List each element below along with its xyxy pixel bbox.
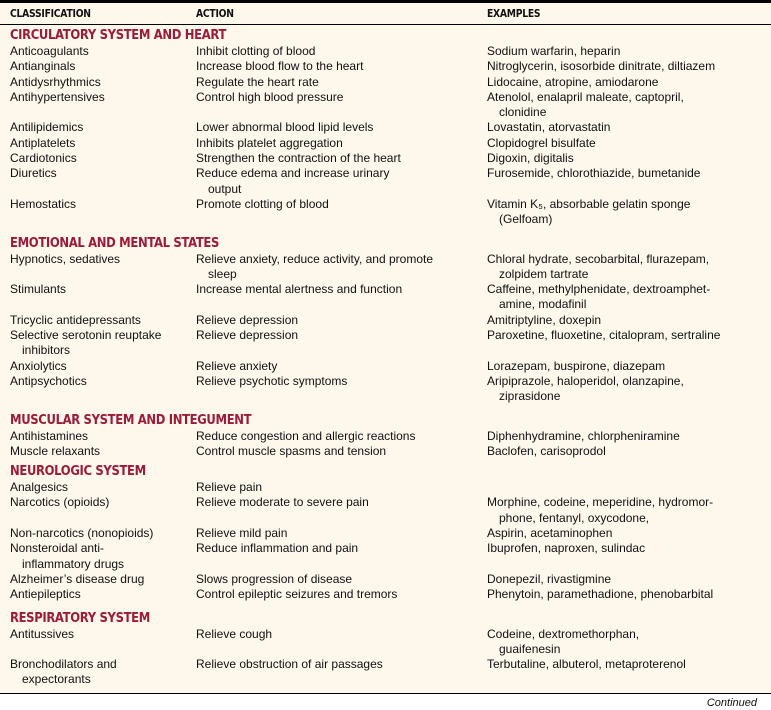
classification-cell-line: Hemostatics: [10, 196, 77, 211]
header-examples: EXAMPLES: [487, 7, 541, 20]
action-cell: [196, 359, 476, 374]
action-cell-line: Relieve anxiety, reduce activity, and promote: [196, 251, 434, 266]
action-cell-line: Promote clotting of blood: [196, 196, 329, 211]
action-cell-line: Strengthen the contraction of the heart: [196, 151, 401, 166]
action-cell-line: Relieve obstruction of air passages: [196, 657, 383, 672]
action-cell-line: Relieve moderate to severe pain: [196, 495, 369, 510]
examples-cell: [487, 444, 771, 459]
classification-cell-line: Antihypertensives: [10, 89, 105, 104]
examples-cell-line: Furosemide, chlorothiazide, bumetanide: [487, 166, 701, 181]
examples-cell: [487, 75, 771, 90]
examples-cell-line: Diphenhydramine, chlorpheniramine: [487, 428, 680, 443]
examples-cell-line: (Gelfoam): [499, 212, 553, 227]
table-row: [0, 359, 771, 374]
examples-cell-line: amine, modafinil: [499, 297, 587, 312]
classification-cell: [10, 495, 190, 510]
action-cell-line: Relieve depression: [196, 312, 299, 327]
table-row: [0, 313, 771, 328]
table-row: [0, 282, 771, 313]
examples-cell: [487, 572, 771, 587]
table-row: [0, 444, 771, 459]
table-row: [0, 328, 771, 359]
classification-cell-line: Antianginals: [10, 59, 76, 74]
examples-cell-line: Paroxetine, fluoxetine, citalopram, sertraline: [487, 328, 721, 343]
examples-cell-line: Clopidogrel bisulfate: [487, 135, 596, 150]
action-cell-line: Relieve anxiety: [196, 358, 278, 373]
classification-cell-line: Anticoagulants: [10, 44, 89, 58]
classification-cell: [10, 136, 190, 151]
action-cell-line: Reduce inflammation and pain: [196, 541, 359, 556]
table-row: [0, 374, 771, 405]
table-row: [0, 151, 771, 166]
action-cell-line: Relieve psychotic symptoms: [196, 373, 348, 388]
examples-cell: [487, 627, 771, 658]
table-row: [0, 197, 771, 228]
action-cell-line: Reduce edema and increase urinary: [196, 166, 390, 181]
section-title: EMOTIONAL AND MENTAL STATES: [10, 234, 220, 251]
examples-cell: [487, 197, 771, 228]
action-cell: [196, 444, 476, 459]
table-row: [0, 429, 771, 444]
classification-cell: [10, 252, 190, 267]
examples-cell: [487, 328, 771, 343]
classification-cell-line: expectorants: [22, 672, 91, 687]
examples-cell: [487, 59, 771, 74]
action-cell-line: Relieve mild pain: [196, 526, 288, 541]
examples-cell-line: Amitriptyline, doxepin: [487, 312, 602, 327]
examples-cell-line: Digoxin, digitalis: [487, 151, 574, 166]
classification-cell: [10, 587, 190, 602]
table-section: [0, 27, 771, 235]
continued-label: Continued: [706, 697, 757, 709]
classification-cell-line: Tricyclic antidepressants: [10, 312, 141, 327]
examples-cell: [487, 44, 771, 59]
examples-cell: [487, 587, 771, 602]
action-cell-line: Reduce congestion and allergic reactions: [196, 428, 416, 443]
classification-cell: [10, 59, 190, 74]
action-cell-line: Relieve pain: [196, 480, 263, 495]
table-row: [0, 526, 771, 541]
action-cell: [196, 495, 476, 510]
classification-cell: [10, 627, 190, 642]
examples-cell-line: Aripiprazole, haloperidol, olanzapine,: [487, 373, 684, 388]
examples-cell: [487, 151, 771, 166]
classification-cell-line: Muscle relaxants: [10, 443, 101, 458]
action-cell-line: Regulate the heart rate: [196, 74, 319, 89]
examples-cell-line: Lidocaine, atropine, amiodarone: [487, 74, 659, 89]
table-row: [0, 541, 771, 572]
classification-cell: [10, 374, 190, 389]
action-cell-line: Relieve depression: [196, 328, 299, 343]
table-row: [0, 75, 771, 90]
action-cell-line: sleep: [208, 266, 237, 281]
examples-cell: [487, 657, 771, 672]
classification-cell: [10, 166, 190, 181]
examples-cell-line: Phenytoin, paramethadione, phenobarbital: [487, 587, 714, 602]
examples-cell-line: Terbutaline, albuterol, metaproterenol: [487, 657, 686, 672]
table-section: [0, 235, 771, 412]
section-title: MUSCULAR SYSTEM AND INTEGUMENT: [10, 411, 252, 428]
action-cell: [196, 44, 476, 59]
table-body: [0, 25, 771, 694]
examples-cell-line: Vitamin K₅, absorbable gelatin sponge: [487, 196, 691, 211]
action-cell-line: Inhibits platelet aggregation: [196, 135, 343, 150]
classification-cell-line: Antipsychotics: [10, 373, 87, 388]
action-cell: [196, 541, 476, 556]
action-cell: [196, 197, 476, 212]
examples-cell-line: Nitroglycerin, isosorbide dinitrate, diltiazem: [487, 59, 716, 74]
classification-cell: [10, 282, 190, 297]
examples-cell-line: clonidine: [499, 105, 547, 120]
classification-cell-line: Alzheimer’s disease drug: [10, 571, 145, 586]
classification-cell-line: Bronchodilators and: [10, 657, 117, 672]
examples-cell-line: Baclofen, carisoprodol: [487, 443, 606, 458]
table-row: [0, 136, 771, 151]
examples-cell-line: Caffeine, methylphenidate, dextroamphet-: [487, 282, 711, 297]
classification-cell-line: Stimulants: [10, 282, 67, 297]
action-cell: [196, 572, 476, 587]
classification-cell-line: Diuretics: [10, 166, 57, 181]
table-section: [0, 610, 771, 695]
classification-cell: [10, 572, 190, 587]
table-row: [0, 44, 771, 59]
classification-cell-line: Antilipidemics: [10, 120, 84, 135]
classification-cell-line: Antihistamines: [10, 428, 89, 443]
classification-cell: [10, 151, 190, 166]
classification-cell-line: inflammatory drugs: [22, 556, 125, 571]
examples-cell-line: phone, fentanyl, oxycodone,: [499, 510, 650, 525]
classification-cell-line: Antitussives: [10, 626, 75, 641]
classification-cell: [10, 197, 190, 212]
action-cell: [196, 90, 476, 105]
table-header: [0, 3, 771, 25]
action-cell-line: Increase mental alertness and function: [196, 282, 403, 297]
classification-cell-line: Anxiolytics: [10, 358, 67, 373]
classification-cell: [10, 657, 190, 688]
action-cell: [196, 252, 476, 283]
classification-cell: [10, 429, 190, 444]
table-row: [0, 627, 771, 658]
examples-cell: [487, 541, 771, 556]
table-row: [0, 90, 771, 121]
examples-cell-line: Ibuprofen, naproxen, sulindac: [487, 541, 646, 556]
examples-cell: [487, 429, 771, 444]
examples-cell-line: Codeine, dextromethorphan,: [487, 626, 640, 641]
classification-cell-line: Narcotics (opioids): [10, 495, 110, 510]
classification-cell: [10, 75, 190, 90]
examples-cell: [487, 166, 771, 181]
classification-cell: [10, 526, 190, 541]
examples-cell-line: Morphine, codeine, meperidine, hydromor-: [487, 495, 714, 510]
table-row: [0, 166, 771, 197]
examples-cell: [487, 374, 771, 405]
classification-cell-line: Hypnotics, sedatives: [10, 251, 121, 266]
table-section: [0, 463, 771, 609]
classification-cell: [10, 120, 190, 135]
action-cell: [196, 151, 476, 166]
action-cell-line: Increase blood flow to the heart: [196, 59, 364, 74]
examples-cell-line: Chloral hydrate, secobarbital, flurazepam,: [487, 251, 710, 266]
examples-cell-line: Atenolol, enalapril maleate, captopril,: [487, 89, 684, 104]
action-cell: [196, 313, 476, 328]
examples-cell-line: Donepezil, rivastigmine: [487, 571, 612, 586]
classification-cell-line: inhibitors: [22, 343, 71, 358]
table-row: [0, 252, 771, 283]
classification-cell: [10, 328, 190, 359]
action-cell-line: output: [208, 181, 242, 196]
header-classification: CLASSIFICATION: [10, 7, 91, 20]
classification-cell: [10, 44, 190, 59]
header-action: ACTION: [196, 7, 234, 20]
action-cell: [196, 657, 476, 672]
classification-cell: [10, 313, 190, 328]
action-cell: [196, 59, 476, 74]
classification-cell-line: Nonsteroidal anti-: [10, 541, 105, 556]
action-cell: [196, 282, 476, 297]
examples-cell: [487, 526, 771, 541]
classification-cell: [10, 480, 190, 495]
classification-cell-line: Antiplatelets: [10, 135, 76, 150]
examples-cell: [487, 252, 771, 283]
action-cell: [196, 136, 476, 151]
examples-cell: [487, 120, 771, 135]
action-cell: [196, 429, 476, 444]
action-cell: [196, 75, 476, 90]
action-cell: [196, 120, 476, 135]
examples-cell: [487, 359, 771, 374]
action-cell-line: Inhibit clotting of blood: [196, 44, 316, 58]
classification-cell: [10, 359, 190, 374]
section-title: NEUROLOGIC SYSTEM: [10, 463, 146, 480]
table-row: [0, 657, 771, 688]
examples-cell-line: Aspirin, acetaminophen: [487, 526, 613, 541]
action-cell-line: Control muscle spasms and tension: [196, 443, 387, 458]
action-cell: [196, 526, 476, 541]
examples-cell-line: guaifenesin: [499, 641, 561, 656]
examples-cell: [487, 90, 771, 121]
action-cell: [196, 374, 476, 389]
classification-cell-line: Selective serotonin reuptake: [10, 328, 162, 343]
classification-cell: [10, 444, 190, 459]
table-row: [0, 120, 771, 135]
examples-cell: [487, 136, 771, 151]
classification-cell-line: Antidysrhythmics: [10, 74, 101, 89]
examples-cell-line: Lorazepam, buspirone, diazepam: [487, 358, 666, 373]
action-cell: [196, 166, 476, 197]
action-cell-line: Relieve cough: [196, 626, 273, 641]
table-row: [0, 480, 771, 495]
section-title: CIRCULATORY SYSTEM AND HEART: [10, 27, 227, 43]
classification-cell-line: Non-narcotics (nonopioids): [10, 526, 154, 541]
table-row: [0, 587, 771, 602]
classification-cell-line: Antiepileptics: [10, 587, 81, 602]
examples-cell: [487, 313, 771, 328]
table-row: [0, 59, 771, 74]
examples-cell-line: Lovastatin, atorvastatin: [487, 120, 611, 135]
action-cell: [196, 627, 476, 642]
action-cell: [196, 587, 476, 602]
action-cell: [196, 328, 476, 343]
table-row: [0, 572, 771, 587]
section-title: RESPIRATORY SYSTEM: [10, 609, 150, 626]
action-cell-line: Slows progression of disease: [196, 571, 353, 586]
examples-cell-line: zolpidem tartrate: [499, 266, 589, 281]
classification-cell-line: Analgesics: [10, 480, 69, 495]
action-cell: [196, 480, 476, 495]
examples-cell-line: Sodium warfarin, heparin: [487, 44, 621, 58]
table-row: [0, 495, 771, 526]
classification-cell: [10, 541, 190, 572]
examples-cell: [487, 495, 771, 526]
action-cell-line: Control high blood pressure: [196, 89, 344, 104]
examples-cell: [487, 282, 771, 313]
examples-cell-line: ziprasidone: [499, 389, 561, 404]
table-section: [0, 412, 771, 464]
classification-cell-line: Cardiotonics: [10, 151, 77, 166]
action-cell-line: Control epileptic seizures and tremors: [196, 587, 398, 602]
classification-cell: [10, 90, 190, 105]
action-cell-line: Lower abnormal blood lipid levels: [196, 120, 374, 135]
